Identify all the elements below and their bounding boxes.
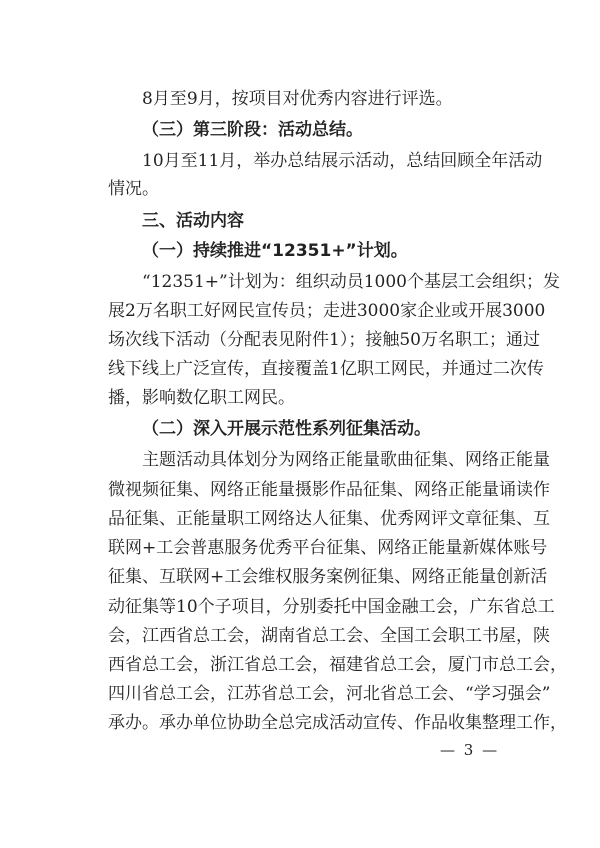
paragraph-line-collection-10: 承办。承办单位协助全总完成活动宣传、作品收集整理工作， [108,713,567,733]
paragraph-line-plan-2: 展2万名职工好网民宣传员；走进3000家企业或开展3000 [108,301,546,321]
paragraph-line-plan-1: “12351+”计划为：组织动员1000个基层工会组织；发 [142,272,560,292]
paragraph-line-collection-4: 联网+工会普惠服务优秀平台征集、网络正能量新媒体账号 [108,538,548,558]
heading-stage-three: （三）第三阶段：活动总结。 [142,120,363,140]
paragraph-line-collection-3: 品征集、正能量职工网络达人征集、优秀网评文章征集、互 [108,509,550,529]
page-number: — 3 — [440,741,500,759]
section-heading-activity-content: 三、活动内容 [142,211,244,231]
heading-collection-activities: （二）深入开展示范性系列征集活动。 [142,419,431,439]
paragraph-line-summary-1: 10月至11月，举办总结展示活动，总结回顾全年活动 [142,151,543,171]
paragraph-line-collection-7: 会，江西省总工会，湖南省总工会、全国工会职工书屋，陕 [108,626,550,646]
paragraph-line-plan-3: 场次线下活动（分配表见附件1）；接触50万名职工；通过 [108,330,540,350]
heading-12351-plan: （一）持续推进“12351+”计划。 [142,241,408,261]
paragraph-line-summary-2: 情况。 [108,179,159,199]
paragraph-line-collection-8: 西省总工会，浙江省总工会，福建省总工会，厦门市总工会， [108,655,567,675]
paragraph-line-collection-9: 四川省总工会，江苏省总工会，河北省总工会、“学习强会” [108,684,551,704]
paragraph-line-collection-5: 征集、互联网+工会维权服务案例征集、网络正能量创新活 [108,567,548,587]
paragraph-line-plan-5: 播，影响数亿职工网民。 [108,388,295,408]
paragraph-line-plan-4: 线下线上广泛宣传，直接覆盖1亿职工网民，并通过二次传 [108,359,544,379]
paragraph-line-collection-2: 微视频征集、网络正能量摄影作品征集、网络正能量诵读作 [108,480,550,500]
paragraph-line-collection-6: 动征集等10个子项目，分别委托中国金融工会，广东省总工 [108,597,555,617]
paragraph-line-collection-1: 主题活动具体划分为网络正能量歌曲征集、网络正能量 [142,450,550,470]
paragraph-line-evaluation: 8月至9月，按项目对优秀内容进行评选。 [142,89,453,109]
